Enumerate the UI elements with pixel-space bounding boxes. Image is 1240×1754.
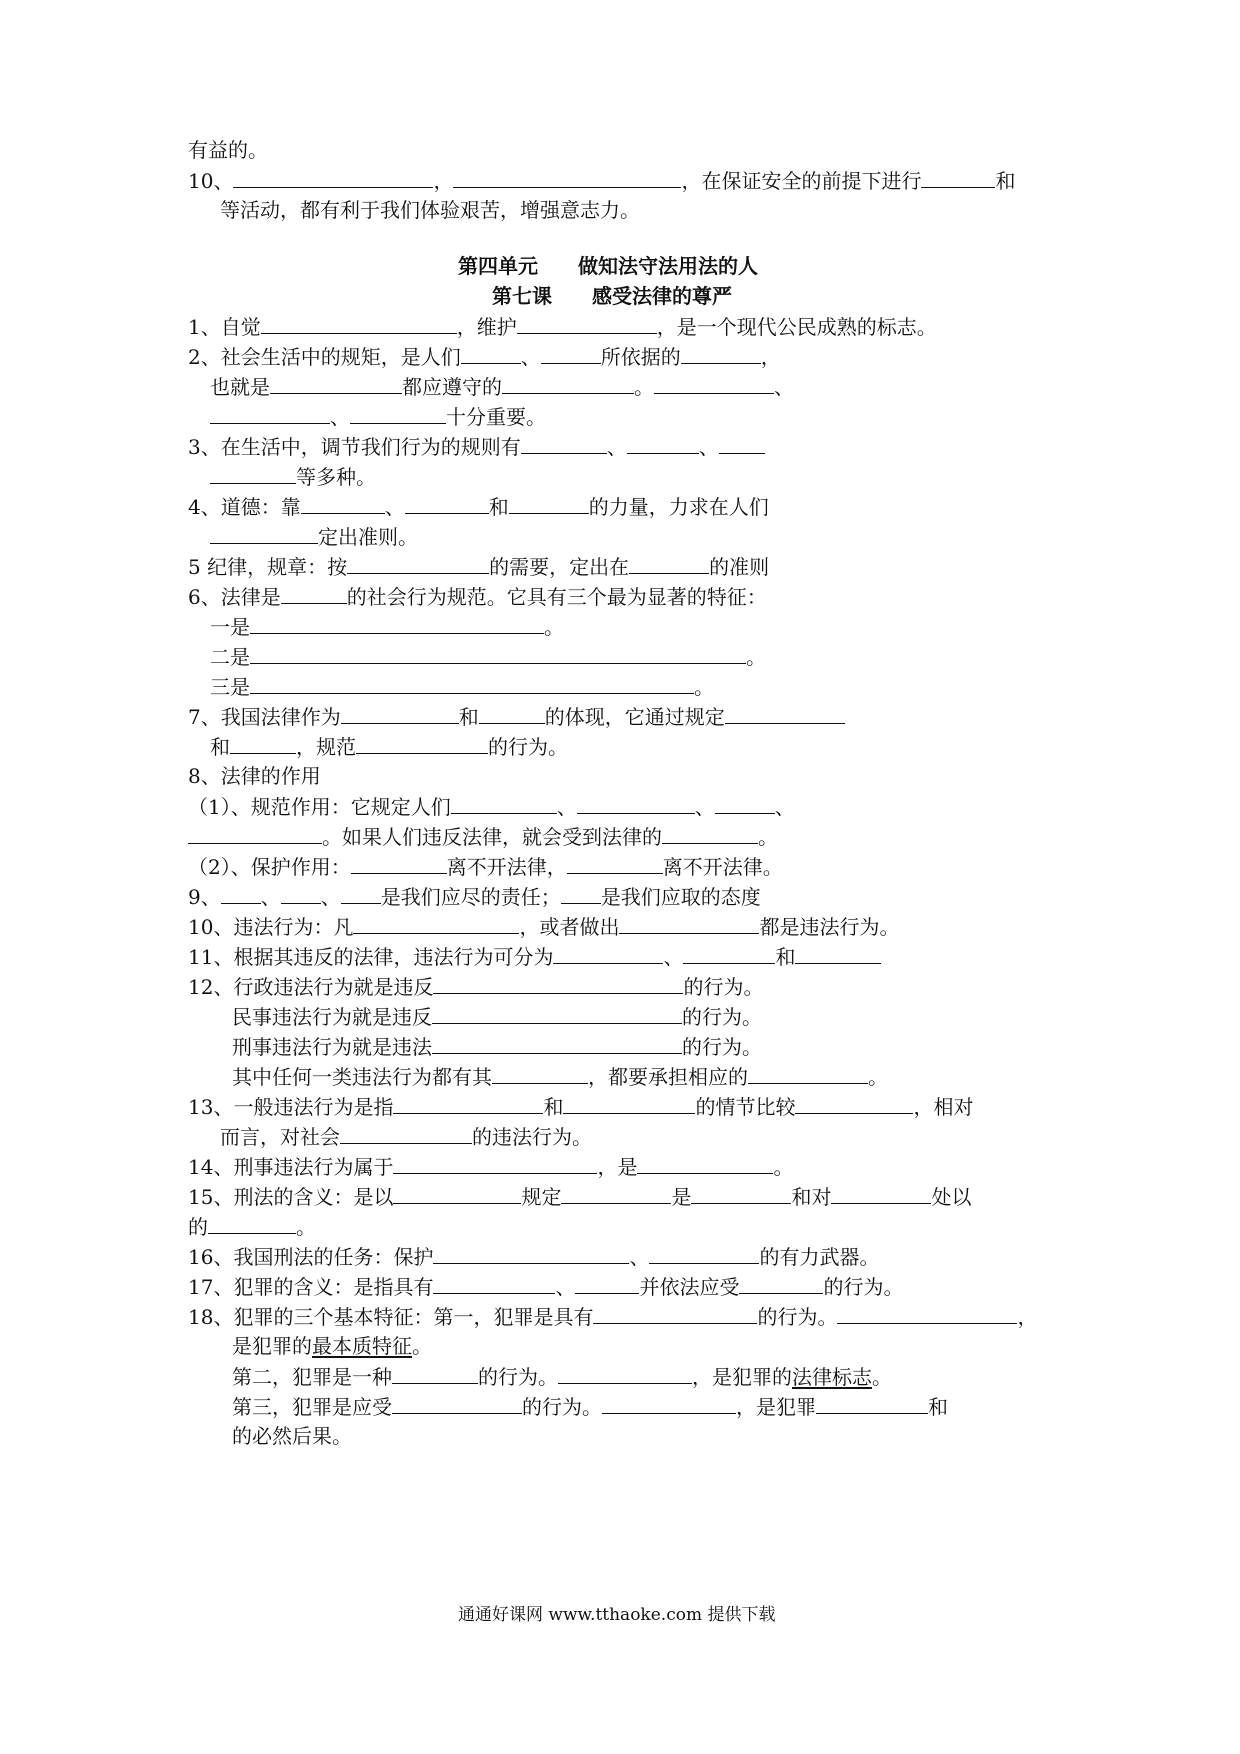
blank[interactable] — [553, 943, 663, 964]
question-15-line2: 的 。 — [188, 1215, 316, 1239]
blank[interactable] — [521, 433, 607, 454]
blank[interactable] — [451, 793, 557, 814]
blank[interactable] — [795, 943, 881, 964]
question-6: 6、法律是 的社会行为规范。它具有三个最为显著的特征： — [188, 585, 767, 609]
blank[interactable] — [563, 1093, 695, 1114]
question-18: 18、犯罪的三个基本特征：第一，犯罪是具有 的行为。 ， — [188, 1305, 1038, 1329]
blank[interactable] — [393, 1183, 521, 1204]
blank[interactable] — [210, 463, 296, 484]
blank[interactable] — [627, 433, 699, 454]
blank[interactable] — [433, 1273, 555, 1294]
blank[interactable] — [567, 853, 663, 874]
blank[interactable] — [433, 1243, 629, 1264]
blank[interactable] — [691, 1183, 791, 1204]
blank[interactable] — [405, 493, 489, 514]
blank[interactable] — [250, 643, 746, 664]
blank[interactable] — [654, 373, 774, 394]
question-3: 3、在生活中，调节我们行为的规则有 、 、 — [188, 433, 765, 460]
blank[interactable] — [453, 167, 681, 188]
blank[interactable] — [393, 1153, 597, 1174]
question-12: 12、行政违法行为就是违反 的行为。 — [188, 975, 764, 999]
blank[interactable] — [681, 343, 761, 364]
blank[interactable] — [561, 1183, 671, 1204]
blank[interactable] — [432, 1003, 682, 1024]
question-15: 15、刑法的含义：是以 规定 是 和对 处以 — [188, 1185, 972, 1209]
blank[interactable] — [210, 523, 318, 544]
blank[interactable] — [341, 883, 381, 904]
question-7: 7、我国法律作为 和 的体现，它通过规定 — [188, 703, 845, 730]
blank[interactable] — [561, 883, 601, 904]
question-10: 10、违法行为：凡 ，或者做出 都是违法行为。 — [188, 915, 900, 939]
blank[interactable] — [577, 793, 695, 814]
blank[interactable] — [517, 313, 657, 334]
blank[interactable] — [392, 1363, 478, 1384]
blank[interactable] — [341, 703, 459, 724]
blank[interactable] — [629, 553, 709, 574]
blank[interactable] — [831, 1183, 931, 1204]
blank[interactable] — [356, 733, 488, 754]
question-12-line4: 其中任何一类违法行为都有其 ，都要承担相应的 。 — [232, 1065, 888, 1089]
blank[interactable] — [739, 1273, 823, 1294]
blank[interactable] — [575, 1273, 639, 1294]
blank[interactable] — [921, 167, 995, 188]
blank[interactable] — [230, 733, 296, 754]
question-12-civil: 民事违法行为就是违反 的行为。 — [232, 1005, 762, 1029]
question-3-line2: 等多种。 — [210, 463, 376, 490]
question-16: 16、我国刑法的任务：保护 、 的有力武器。 — [188, 1245, 880, 1269]
blank[interactable] — [353, 913, 519, 934]
blank[interactable] — [351, 853, 447, 874]
unit-title: 第四单元 做知法守法用法的人 — [458, 254, 758, 278]
question-2: 2、社会生活中的规矩，是人们 、 所依据的 ， — [188, 345, 781, 369]
blank[interactable] — [619, 913, 759, 934]
question-4: 4、道德：靠 、 和 的力量，力求在人们 — [188, 495, 769, 519]
blank[interactable] — [816, 1393, 928, 1414]
blank[interactable] — [558, 1363, 692, 1384]
blank[interactable] — [649, 1243, 759, 1264]
blank[interactable] — [250, 673, 694, 694]
blank[interactable] — [432, 1033, 682, 1054]
question-8-p1-line2: 。如果人们违反法律，就会受到法律的 。 — [188, 823, 778, 850]
blank[interactable] — [340, 1123, 472, 1144]
lesson-title: 第七课 感受法律的尊严 — [492, 284, 732, 308]
question-1: 1、自觉 ，维护 ，是一个现代公民成熟的标志。 — [188, 315, 937, 339]
question-4-line2: 定出准则。 — [210, 523, 418, 550]
blank[interactable] — [221, 883, 261, 904]
blank[interactable] — [350, 403, 446, 424]
question-7-line2: 和 ，规范 的行为。 — [210, 735, 568, 759]
blank[interactable] — [433, 973, 683, 994]
blank[interactable] — [479, 703, 545, 724]
blank[interactable] — [347, 553, 489, 574]
question-6-three: 三是 。 — [210, 675, 714, 699]
question-10-prev-line2: 等活动，都有利于我们体验艰苦，增强意志力。 — [220, 198, 640, 222]
question-11: 11、根据其违反的法律，违法行为可分为 、 和 — [188, 943, 881, 970]
question-6-two: 二是 。 — [210, 645, 766, 669]
blank[interactable] — [492, 1063, 588, 1084]
question-13-line2: 而言，对社会 的违法行为。 — [220, 1125, 592, 1149]
blank[interactable] — [188, 823, 322, 844]
question-9: 9、 、 、 是我们应尽的责任； 是我们应取的态度 — [188, 885, 761, 909]
blank[interactable] — [509, 493, 589, 514]
page-footer: 通通好课网 www.tthaoke.com 提供下载 — [458, 1605, 776, 1625]
blank[interactable] — [210, 403, 330, 424]
blank[interactable] — [662, 823, 758, 844]
blank[interactable] — [637, 1153, 773, 1174]
blank[interactable] — [795, 1093, 913, 1114]
blank[interactable] — [683, 943, 775, 964]
blank[interactable] — [725, 703, 845, 724]
question-2-line3: 、 十分重要。 — [210, 403, 546, 430]
question-8-p1: （1）、规范作用：它规定人们 、 、 、 — [188, 795, 795, 819]
blank[interactable] — [392, 1393, 522, 1414]
question-14: 14、刑事违法行为属于 ，是 。 — [188, 1155, 794, 1179]
blank[interactable] — [502, 373, 634, 394]
question-12-criminal: 刑事违法行为就是违法 的行为。 — [232, 1035, 762, 1059]
blank[interactable] — [719, 433, 765, 454]
question-8: 8、法律的作用 — [188, 764, 321, 788]
question-10-prev: 10、 ， ，在保证安全的前提下进行 和 — [188, 169, 1016, 193]
question-6-one: 一是 。 — [210, 615, 564, 639]
blank[interactable] — [261, 313, 457, 334]
question-13: 13、一般违法行为是指 和 的情节比较 ，相对 — [188, 1095, 974, 1119]
question-18-third: 第三，犯罪是应受 的行为。 ，是犯罪 和 — [232, 1395, 948, 1419]
question-18-line2: 是犯罪的最本质特征。 — [232, 1334, 432, 1358]
blank[interactable] — [461, 343, 521, 364]
blank[interactable] — [602, 1393, 736, 1414]
blank[interactable] — [281, 583, 347, 604]
question-18-line5: 的必然后果。 — [232, 1424, 352, 1448]
question-18-second: 第二，犯罪是一种 的行为。 ，是犯罪的法律标志。 — [232, 1365, 892, 1389]
blank[interactable] — [593, 1303, 757, 1324]
blank[interactable] — [301, 493, 385, 514]
blank[interactable] — [393, 1093, 543, 1114]
continued-text: 有益的。 — [188, 138, 268, 162]
question-17: 17、犯罪的含义：是指具有 、 并依法应受 的行为。 — [188, 1275, 904, 1299]
question-2-line2: 也就是 都应遵守的 。 、 — [210, 375, 794, 399]
blank[interactable] — [748, 1063, 868, 1084]
blank[interactable] — [208, 1213, 296, 1234]
blank[interactable] — [715, 793, 775, 814]
blank[interactable] — [233, 167, 433, 188]
blank[interactable] — [250, 613, 544, 634]
question-5: 5 纪律，规章：按 的需要，定出在 的准则 — [188, 555, 770, 579]
blank[interactable] — [270, 373, 402, 394]
blank[interactable] — [541, 343, 601, 364]
blank[interactable] — [281, 883, 321, 904]
question-8-p2: （2）、保护作用： 离不开法律， 离不开法律。 — [188, 855, 783, 879]
blank[interactable] — [837, 1303, 1017, 1324]
